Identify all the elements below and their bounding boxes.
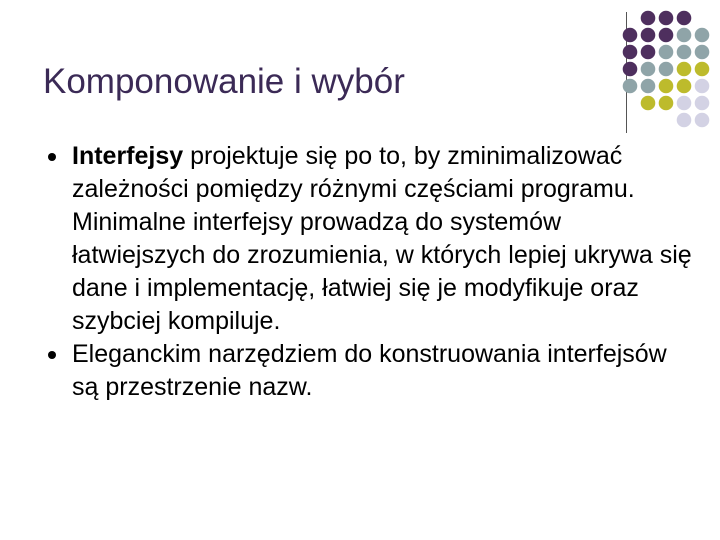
bullet-body: projektuje się po to, by zminimalizować zależności pomiędzy różnymi częściami programu. Minimalne interfejsy prowadzą do systemów łatwiejszych do zrozumienia, w których lepiej ukrywa się dane i implementację, łatwiej się je modyfikuje oraz szybciej kompiluje. — [72, 142, 692, 335]
decorative-dot — [641, 11, 656, 26]
decorative-dot — [623, 79, 638, 94]
decorative-dot — [659, 28, 674, 43]
decorative-dot — [677, 62, 692, 77]
decorative-dot — [641, 28, 656, 43]
decorative-dot — [623, 45, 638, 60]
decorative-dot — [641, 45, 656, 60]
slide-title: Komponowanie i wybór — [43, 62, 405, 101]
bullet-text — [72, 140, 698, 338]
bullet-item — [48, 338, 698, 404]
decorative-dot — [695, 62, 710, 77]
decorative-dot — [659, 79, 674, 94]
bullet-dot — [48, 153, 56, 161]
decorative-dot — [695, 28, 710, 43]
bullet-item — [48, 140, 698, 338]
bullet-text — [72, 338, 698, 404]
bullet-body: Eleganckim narzędziem do konstruowania interfejsów są przestrzenie nazw. — [72, 340, 667, 401]
decorative-dot — [695, 45, 710, 60]
decorative-dot — [659, 62, 674, 77]
decorative-dot — [695, 113, 710, 128]
bullet-dot — [48, 351, 56, 359]
decorative-dot — [641, 62, 656, 77]
bullet-list — [48, 140, 698, 404]
decorative-dot — [677, 113, 692, 128]
decorative-dot — [677, 79, 692, 94]
decorative-dot — [677, 28, 692, 43]
decorative-dot — [659, 45, 674, 60]
decorative-dot — [641, 96, 656, 111]
decorative-dot — [695, 79, 710, 94]
bullet-bold-term: Interfejsy — [72, 142, 184, 170]
decorative-dot — [695, 96, 710, 111]
decorative-dot — [623, 62, 638, 77]
decorative-dot — [623, 28, 638, 43]
decorative-dot — [677, 96, 692, 111]
decorative-dot — [677, 45, 692, 60]
decorative-dot — [659, 11, 674, 26]
decorative-dot — [677, 11, 692, 26]
decorative-dot — [641, 79, 656, 94]
decorative-dot — [659, 96, 674, 111]
